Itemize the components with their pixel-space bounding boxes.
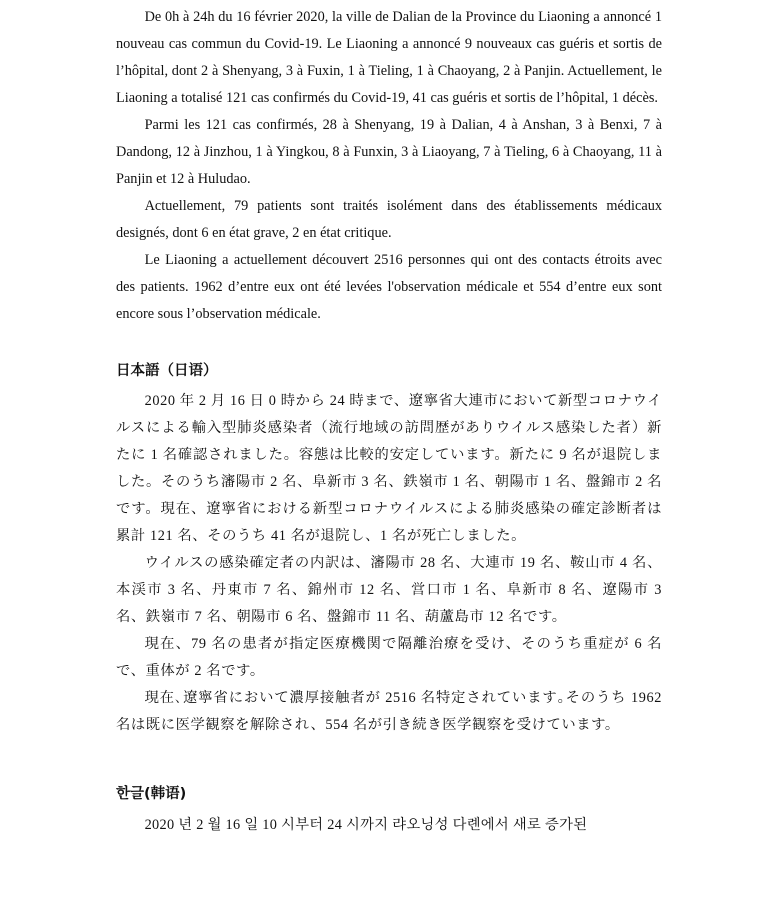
french-paragraph-3: Actuellement, 79 patients sont traités isolément dans des établissements médicaux designés, dont 6 en état grave, 2 en état critique. bbox=[116, 198, 662, 241]
japanese-paragraph-1: 2020 年 2 月 16 日 0 時から 24 時まで、遼寧省大連市において新型コロナウイルスによる輸入型肺炎感染者（流行地域の訪問歴がありウイルス感染した者）新たに 1 名確認されました。容態は比較的安定しています。新たに 9 名が退院しました。そのうち瀋陽市 2 名、阜新市 3 名、鉄嶺市 1 名、朝陽市 1 名、盤錦市 2 名です。現在、遼寧省における新型コロナウイルスによる肺炎感染の確定診断者は累計 121 名、そのうち 41 名が退院し、1 名が死亡しました。 bbox=[116, 393, 662, 544]
french-section bbox=[116, 4, 662, 328]
document-body bbox=[116, 0, 662, 839]
korean-section bbox=[116, 781, 662, 839]
japanese-heading: 日本語（日语） bbox=[116, 363, 218, 379]
japanese-paragraph-3: 現在、79 名の患者が指定医療機関で隔離治療を受け、そのうち重症が 6 名で、重体が 2 名です。 bbox=[116, 636, 662, 679]
korean-heading: 한글(韩语) bbox=[116, 786, 187, 802]
french-paragraph-1: De 0h à 24h du 16 février 2020, la ville de Dalian de la Province du Liaoning a annoncé 1 nouveau cas commun du Covid-19. Le Liaoning a annoncé 9 nouveaux cas guéris et sortis de l’hôpital, dont 2 à Shenyang, 3 à Fuxin, 1 à Tieling, 1 à Chaoyang, 2 à Panjin. Actuellement, le Liaoning a totalisé 121 cas confirmés du Covid-19, 41 cas guéris et sortis de l’hôpital, 1 décès. bbox=[116, 9, 662, 106]
french-paragraph-4: Le Liaoning a actuellement découvert 2516 personnes qui ont des contacts étroits avec des patients. 1962 d’entre eux ont été levées l'observation médicale et 554 d’entre eux sont encore sous l’observation médicale. bbox=[116, 252, 662, 322]
japanese-section bbox=[116, 358, 662, 739]
japanese-paragraph-2: ウイルスの感染確定者の内訳は、瀋陽市 28 名、大連市 19 名、鞍山市 4 名、本渓市 3 名、丹東市 7 名、錦州市 12 名、営口市 1 名、阜新市 8 名、遼陽市 3 名、鉄嶺市 7 名、朝陽市 6 名、盤錦市 11 名、葫蘆島市 12 名です。 bbox=[116, 555, 662, 625]
japanese-paragraph-4: 現在､遼寧省において濃厚接触者が 2516 名特定されています｡そのうち 1962 名は既に医学観察を解除され、554 名が引き続き医学観察を受けています。 bbox=[116, 690, 662, 733]
french-paragraph-2: Parmi les 121 cas confirmés, 28 à Shenyang, 19 à Dalian, 4 à Anshan, 3 à Benxi, 7 à Dandong, 12 à Jinzhou, 1 à Yingkou, 8 à Funxin, 3 à Liaoyang, 7 à Tieling, 6 à Chaoyang, 11 à Panjin et 12 à Huludao. bbox=[116, 117, 662, 187]
korean-paragraph-1: 2020 년 2 월 16 일 10 시부터 24 시까지 랴오닝성 다롄에서 새로 증가된 bbox=[144, 817, 588, 833]
